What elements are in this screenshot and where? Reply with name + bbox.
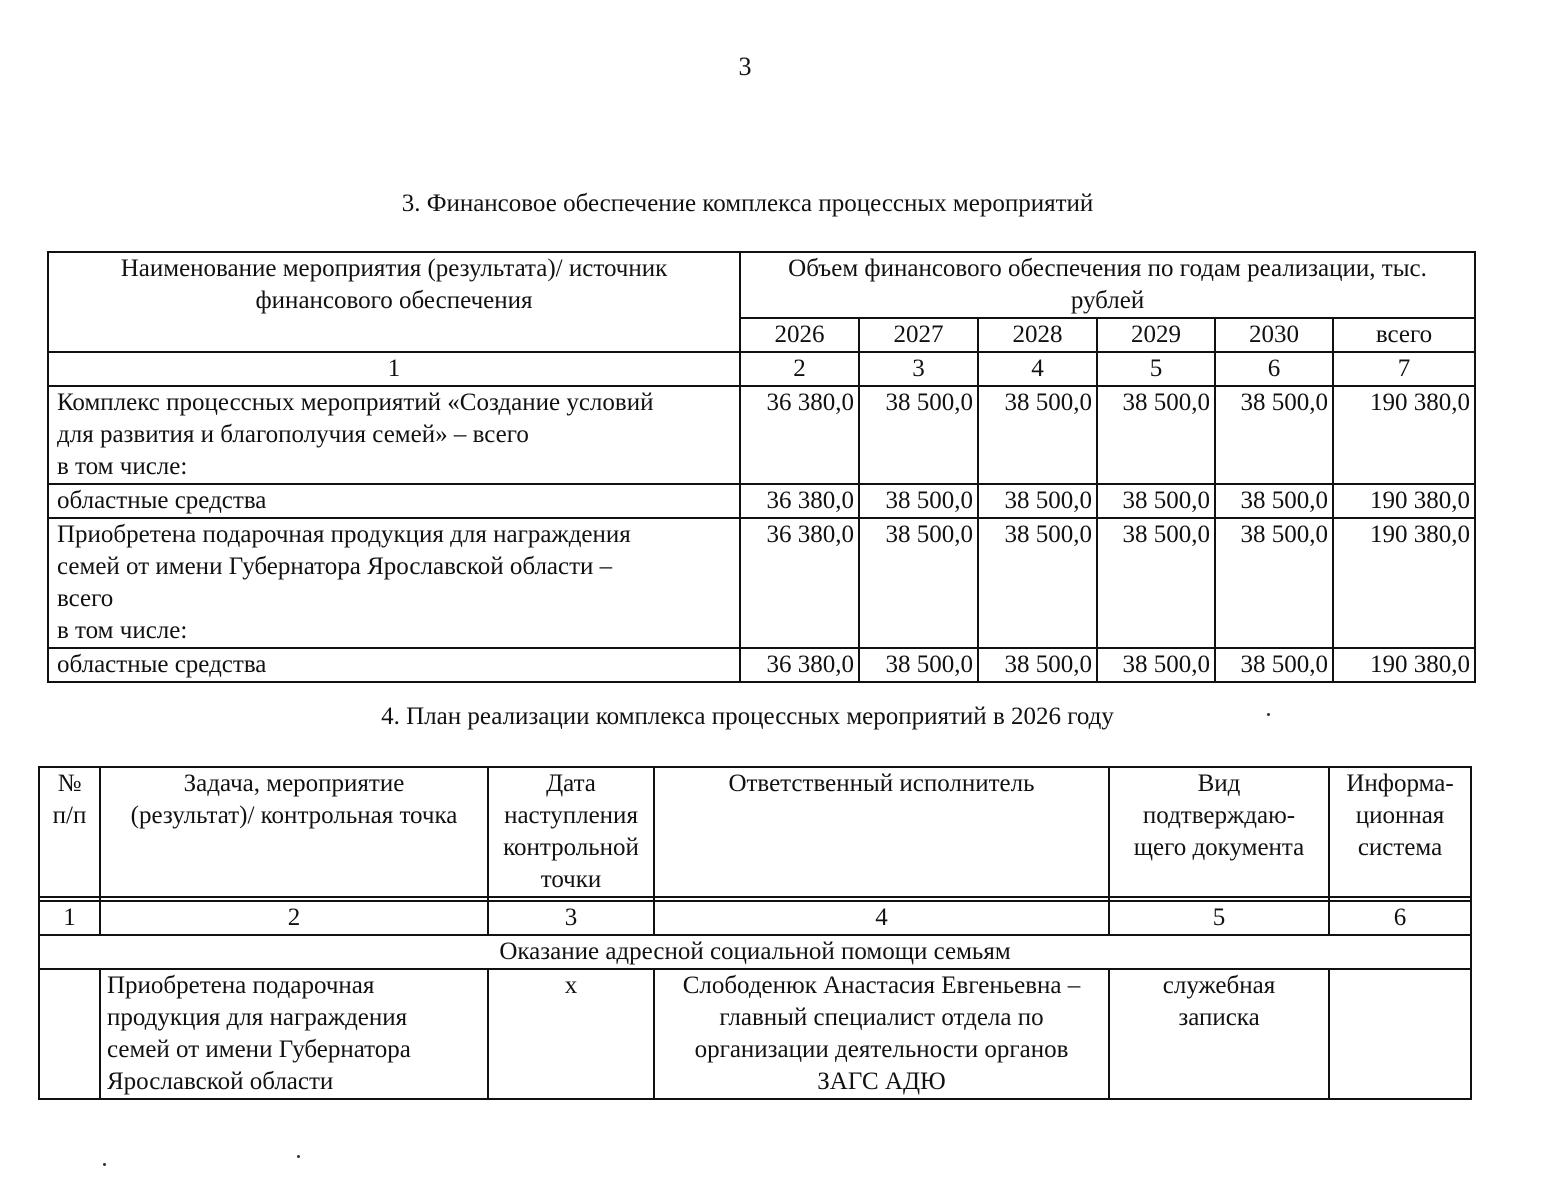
- value-cell: 38 500,0: [1215, 648, 1333, 682]
- financing-row: [48, 518, 1475, 648]
- year-cell: 2029: [1097, 318, 1215, 352]
- task-line: Приобретена подарочная: [107, 972, 375, 999]
- header-executor-cell: Ответственный исполнитель: [654, 767, 1109, 897]
- row-name-line: всего: [57, 585, 114, 612]
- row-name-cell: [48, 386, 740, 484]
- column-number: 6: [1215, 352, 1333, 386]
- header-line: подтверждаю-: [1142, 802, 1296, 829]
- value-cell: 38 500,0: [978, 386, 1097, 484]
- row-executor-cell: [654, 969, 1109, 1099]
- plan-header-row: [39, 767, 1471, 897]
- scan-speck: [1267, 713, 1270, 716]
- header-line: Вид: [1197, 770, 1241, 797]
- value-cell: 38 500,0: [1097, 648, 1215, 682]
- column-number: 6: [1329, 901, 1471, 935]
- column-number: 1: [39, 901, 100, 935]
- header-document-cell: [1109, 767, 1329, 897]
- row-name-cell: [48, 518, 740, 648]
- section-3-title: 3. Финансовое обеспечение комплекса процессных мероприятий: [401, 190, 1094, 217]
- value-cell: 38 500,0: [859, 386, 978, 484]
- header-line: щего документа: [1133, 834, 1305, 861]
- row-name-line: в том числе:: [57, 453, 188, 480]
- header-line: наступления: [504, 802, 638, 829]
- value-cell: 38 500,0: [978, 518, 1097, 648]
- value-cell: 38 500,0: [1215, 484, 1333, 518]
- page-number: 3: [738, 52, 752, 81]
- header-system-cell: [1329, 767, 1471, 897]
- row-system-cell: [1329, 969, 1471, 1099]
- row-name-line: Комплекс процессных мероприятий «Создание условий: [57, 389, 654, 416]
- header-name-cell: Наименование мероприятия (результата)/ источник финансового обеспечения: [48, 252, 740, 352]
- header-task-cell: [100, 767, 488, 897]
- group-row: [39, 935, 1471, 969]
- row-name-line: областные средства: [57, 487, 267, 514]
- task-line: Ярославской области: [107, 1068, 334, 1095]
- executor-line: Слободенюк Анастасия Евгеньевна –: [682, 972, 1081, 999]
- row-name-line: для развития и благополучия семей» – всего: [57, 421, 529, 448]
- year-cell: 2027: [859, 318, 978, 352]
- header-line: Задача, мероприятие: [183, 770, 405, 797]
- row-name-line: семей от имени Губернатора Ярославской области –: [57, 553, 613, 580]
- plan-colnum-row: [39, 901, 1471, 935]
- year-cell: 2030: [1215, 318, 1333, 352]
- column-number: 7: [1333, 352, 1475, 386]
- header-num-cell: [39, 767, 100, 897]
- year-cell: 2026: [740, 318, 859, 352]
- year-cell: 2028: [978, 318, 1097, 352]
- header-line: Дата: [546, 770, 596, 797]
- header-line: п/п: [52, 802, 87, 829]
- total-value-cell: 190 380,0: [1333, 386, 1475, 484]
- document-line: записка: [1178, 1004, 1260, 1031]
- header-line: №: [57, 770, 82, 797]
- row-name-line: Приобретена подарочная продукция для награждения: [57, 521, 631, 548]
- plan-table: [38, 766, 1472, 1100]
- column-number: 2: [740, 352, 859, 386]
- column-number: 2: [100, 901, 488, 935]
- row-task-cell: [100, 969, 488, 1099]
- scan-speck: [297, 1155, 300, 1158]
- value-cell: 36 380,0: [740, 484, 859, 518]
- executor-line: организации деятельности органов: [694, 1036, 1069, 1063]
- row-name-line: областные средства: [57, 651, 267, 678]
- header-line: ционная: [1355, 802, 1445, 829]
- value-cell: 38 500,0: [1215, 518, 1333, 648]
- column-number: 3: [488, 901, 654, 935]
- row-date-cell: х: [488, 969, 654, 1099]
- value-cell: 38 500,0: [978, 484, 1097, 518]
- column-number: 3: [859, 352, 978, 386]
- executor-line: главный специалист отдела по: [719, 1004, 1044, 1031]
- header-line: Информа-: [1346, 770, 1454, 797]
- header-volume-cell: Объем финансового обеспечения по годам реализации, тыс. рублей: [740, 252, 1475, 318]
- column-number: 1: [48, 352, 740, 386]
- value-cell: 38 500,0: [859, 518, 978, 648]
- header-line: (результат)/ контрольная точка: [130, 802, 458, 829]
- row-name-line: в том числе:: [57, 617, 188, 644]
- total-value-cell: 190 380,0: [1333, 484, 1475, 518]
- header-line: точки: [540, 866, 602, 893]
- task-line: семей от имени Губернатора: [107, 1036, 411, 1063]
- financing-row: [48, 386, 1475, 484]
- document-line: служебная: [1162, 972, 1276, 999]
- row-num-cell: [39, 969, 100, 1099]
- total-value-cell: 190 380,0: [1333, 648, 1475, 682]
- financing-table: [47, 251, 1476, 683]
- header-date-cell: [488, 767, 654, 897]
- value-cell: 36 380,0: [740, 386, 859, 484]
- total-header-cell: всего: [1333, 318, 1475, 352]
- value-cell: 38 500,0: [978, 648, 1097, 682]
- task-line: продукция для награждения: [107, 1004, 408, 1031]
- column-number: 5: [1109, 901, 1329, 935]
- financing-row: [48, 484, 1475, 518]
- section-4-title: 4. План реализации комплекса процессных мероприятий в 2026 году: [381, 703, 1114, 730]
- row-document-cell: [1109, 969, 1329, 1099]
- financing-header-row: [48, 252, 1475, 318]
- row-name-cell: [48, 648, 740, 682]
- row-name-cell: [48, 484, 740, 518]
- value-cell: 38 500,0: [1215, 386, 1333, 484]
- value-cell: 38 500,0: [859, 648, 978, 682]
- column-number: 4: [978, 352, 1097, 386]
- value-cell: 38 500,0: [1097, 518, 1215, 648]
- value-cell: 36 380,0: [740, 648, 859, 682]
- value-cell: 38 500,0: [859, 484, 978, 518]
- total-value-cell: 190 380,0: [1333, 518, 1475, 648]
- value-cell: 36 380,0: [740, 518, 859, 648]
- financing-row: [48, 648, 1475, 682]
- value-cell: 38 500,0: [1097, 484, 1215, 518]
- column-number: 5: [1097, 352, 1215, 386]
- value-cell: 38 500,0: [1097, 386, 1215, 484]
- header-line: контрольной: [503, 834, 639, 861]
- group-title: Оказание адресной социальной помощи семьям: [39, 935, 1471, 969]
- plan-row: [39, 969, 1471, 1099]
- executor-line: ЗАГС АДЮ: [817, 1068, 946, 1095]
- column-number: 4: [654, 901, 1109, 935]
- financing-colnum-row: [48, 352, 1475, 386]
- scan-speck: [103, 1163, 106, 1166]
- header-line: система: [1357, 834, 1443, 861]
